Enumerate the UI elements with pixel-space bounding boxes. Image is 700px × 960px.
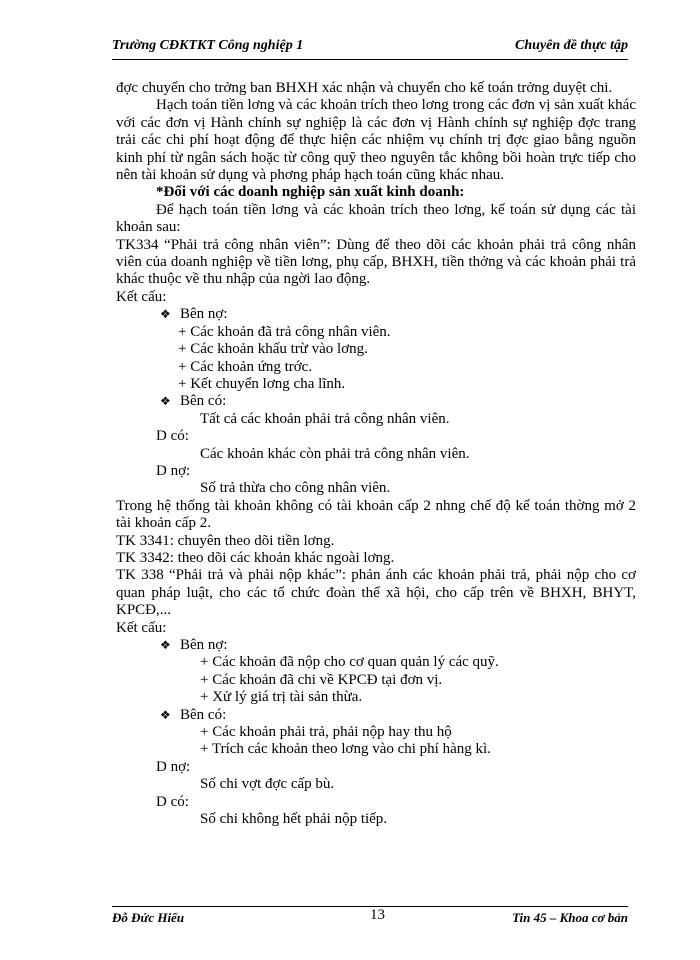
list-item: + Các khoản khấu trừ vào lơng. [178,341,368,358]
header-title: Chuyên đề thực tập [514,38,628,53]
paragraph: đợc chuyển cho trởng ban BHXH xác nhận và chuyển cho kế toán trởng duyệt chi. [116,80,613,96]
list-item: + Các khoản ứng trớc. [178,358,313,375]
bullet-item [160,637,636,654]
balance-label: D nợ: [156,462,191,479]
list-item: + Trích các khoản theo lơng vào chi phí hàng kì. [200,741,491,758]
page-header [112,36,628,60]
list-item: Số trả thừa cho công nhân viên. [200,480,391,497]
header-school: Trường CĐKTKT Công nghiệp 1 [112,38,304,53]
footer-class: Tin 45 – Khoa cơ bản [512,910,628,925]
bullet-label: Bên nợ: [180,306,228,323]
bullet-item [160,393,636,410]
balance-label: D có: [156,793,189,810]
bullet-label: Bên nợ: [180,637,228,653]
list-item: Tất cả các khoản phải trả công nhân viên. [200,410,450,427]
list-item: Các khoản khác còn phải trả công nhân viên. [200,445,470,462]
list-item: + Các khoản đã chi về KPCĐ tại đơn vị. [200,671,443,688]
list-item: + Các khoản đã nộp cho cơ quan quản lý các quỹ. [200,654,499,671]
list-item: + Các khoản đã trả công nhân viên. [178,323,391,340]
structure-label: Kết cấu: [116,288,167,305]
paragraph: TK 3341: chuyên theo dõi tiền lơng. [116,532,335,549]
page-number: 13 [370,907,385,923]
paragraph: Hạch toán tiền lơng và các khoản trích theo lơng trong các đơn vị sản xuất khác với các đơn vị Hành chính sự nghiệp là các đơn vị Hành chính sự nghiệp đợc trang trải các chi phí hoạt động để thực hiện các nhiệm vụ chính trị đợc giao bằng nguồn kinh phí từ ngân sách hoặc từ công quỹ theo nguyên tắc không bồi hoàn trực tiếp cho nên tài khoản sử dụng và phơng pháp hạch toán cũng khác nhau. [116,97,636,184]
bullet-item [160,306,636,323]
bullet-label: Bên có: [180,706,227,723]
diamond-bullet-icon: ❖ [160,707,171,722]
paragraph: TK334 “Phải trả công nhân viên”: Dùng để theo dõi các khoản phải trả công nhân viên của doanh nghiệp về tiền lơng, phụ cấp, BHXH, tiền thởng và các khoản phải trả khác thuộc về thu nhập của ngời lao động. [116,236,636,288]
diamond-bullet-icon: ❖ [160,394,171,409]
list-item: Số chi không hết phải nộp tiếp. [200,811,388,828]
document-body [116,80,636,828]
bullet-label: Bên có: [180,393,227,410]
diamond-bullet-icon: ❖ [160,638,171,652]
list-item: Số chi vợt đợc cấp bù. [200,776,335,793]
paragraph: TK 338 “Phải trả và phải nộp khác”: phản ánh các khoản phải trả, phải nộp cho cơ quan pháp luật, cho các tổ chức đoàn thể xã hội, cho cấp trên về BHXH, BHYT, KPCĐ,... [116,567,636,619]
balance-label: D nợ: [156,758,191,775]
list-item: + Các khoản phải trả, phải nộp hay thu hộ [200,724,452,741]
diamond-bullet-icon: ❖ [160,307,171,322]
paragraph: Để hạch toán tiền lơng và các khoản trích theo lơng, kế toán sử dụng các tài khoản sau: [116,201,636,236]
paragraph: TK 3342: theo dõi các khoản khác ngoài lơng. [116,549,395,566]
paragraph: Trong hệ thống tài khoản không có tài khoản cấp 2 nhng chế độ kế toán thờng mở 2 tài khoản cấp 2. [116,497,636,532]
header-rule [112,59,628,60]
section-heading: *Đối với các doanh nghiệp sản xuất kinh doanh: [156,184,465,201]
footer-author: Đỗ Đức Hiếu [112,910,185,925]
bullet-item [160,707,636,724]
page-footer [112,906,628,933]
balance-label: D có: [156,428,189,445]
list-item: + Kết chuyển lơng cha lĩnh. [178,375,346,392]
list-item: + Xử lý giá trị tài sản thừa. [200,689,363,706]
structure-label: Kết cấu: [116,619,167,636]
